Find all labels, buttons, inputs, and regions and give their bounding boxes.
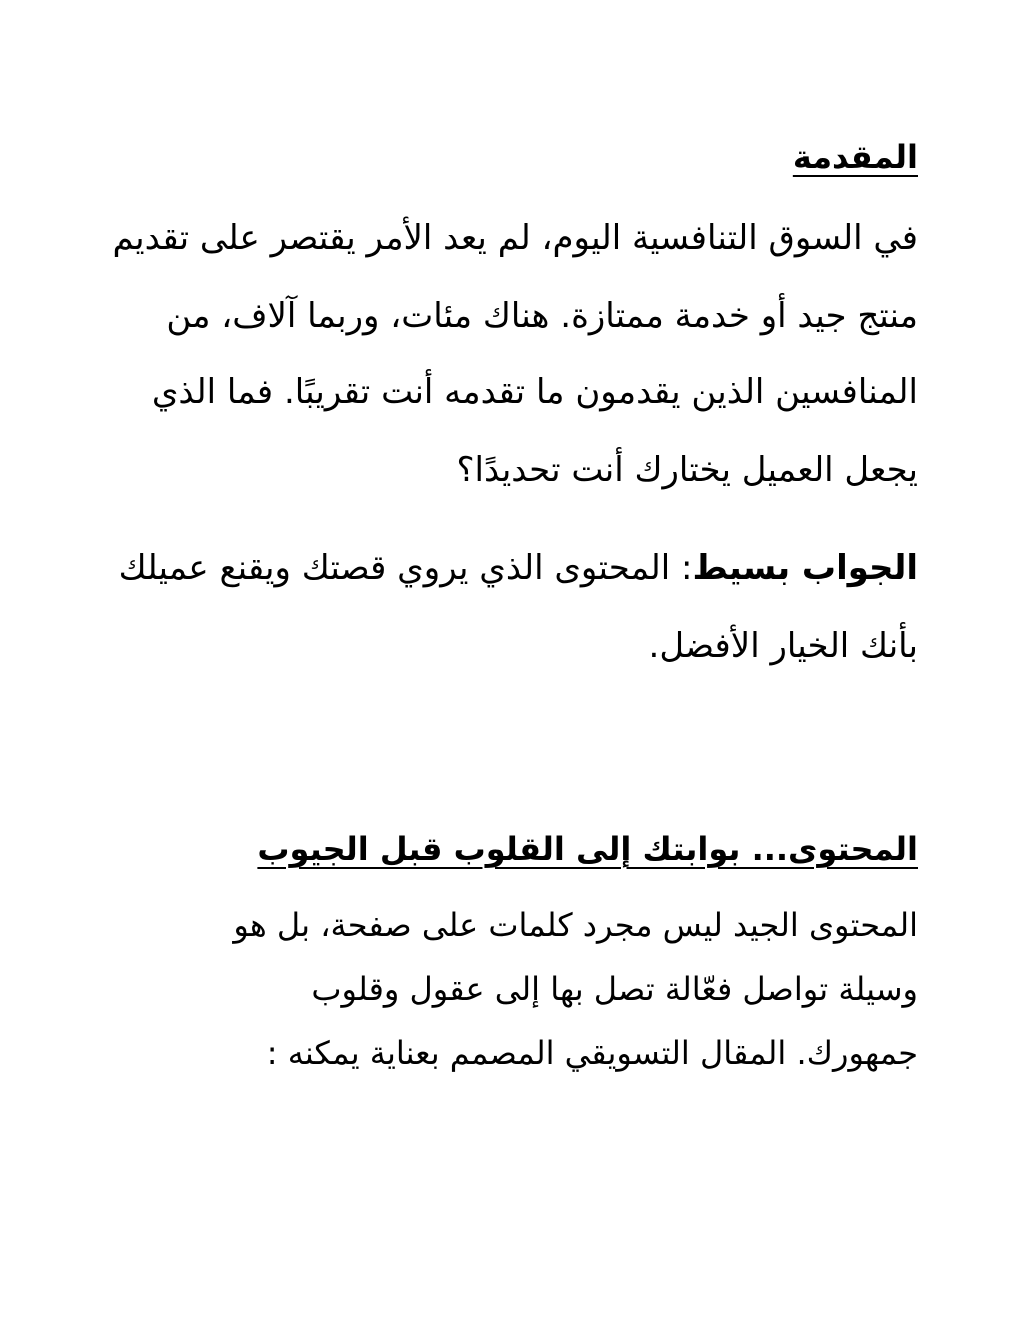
paragraph-line: جمهورك. المقال التسويقي المصمم بعناية يمكنه :: [266, 1034, 918, 1072]
paragraph-line: في السوق التنافسية اليوم، لم يعد الأمر يقتصر على تقديم: [112, 218, 918, 258]
paragraph-line: المحتوى الجيد ليس مجرد كلمات على صفحة، بل هو: [233, 906, 918, 944]
section-heading-introduction: المقدمة: [792, 138, 918, 176]
paragraph-line: وسيلة تواصل فعّالة تصل بها إلى عقول وقلوب: [311, 970, 918, 1008]
paragraph-line: المنافسين الذين يقدمون ما تقدمه أنت تقريبًا. فما الذي: [151, 372, 918, 412]
paragraph-line: يجعل العميل يختارك أنت تحديدًا؟: [456, 450, 918, 490]
answer-line-2: بأنك الخيار الأفضل.: [648, 626, 918, 666]
section-heading-content: المحتوى... بوابتك إلى القلوب قبل الجيوب: [257, 830, 918, 868]
answer-line: [119, 548, 918, 588]
paragraph-line: منتج جيد أو خدمة ممتازة. هناك مئات، وربما آلاف، من: [166, 296, 918, 336]
answer-text: : المحتوى الذي يروي قصتك ويقنع عميلك: [118, 548, 693, 588]
answer-label: الجواب بسيط: [692, 548, 918, 588]
